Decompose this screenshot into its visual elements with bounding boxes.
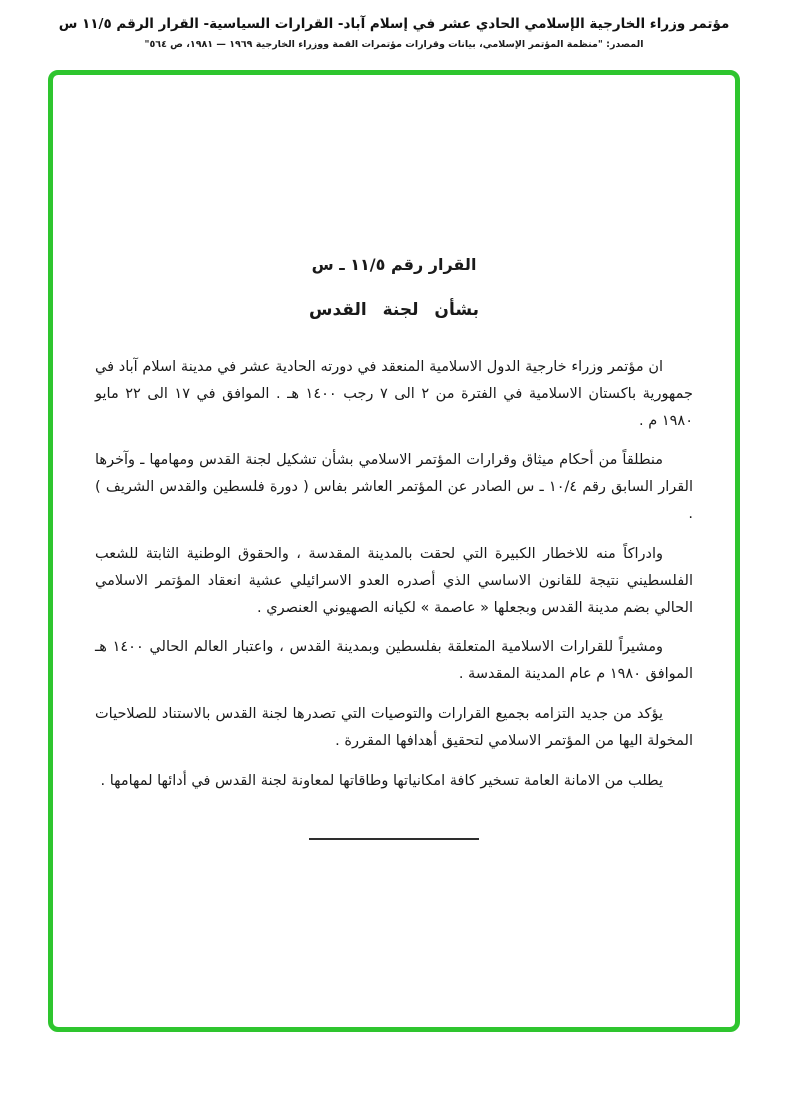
resolution-number-title: القرار رقم ١١/٥ ـ س <box>311 255 477 274</box>
document-header <box>0 0 788 50</box>
end-divider <box>309 838 479 840</box>
highlight-border-box <box>48 70 740 1032</box>
header-title: مؤتمر وزراء الخارجية الإسلامي الحادي عشر في إسلام آباد- القرارات السياسية- القرار الرقم ١١/٥ س <box>58 16 730 32</box>
header-source: المصدر: "منظمة المؤتمر الإسلامي، بيانات وقرارات مؤتمرات القمة ووزراء الخارجية ١٩٦٩ — ١٩٨١، ص ٥٦٤" <box>144 39 644 50</box>
paragraph-preamble: ان مؤتمر وزراء خارجية الدول الاسلامية المنعقد في دورته الحادية عشر في مدينة اسلام آباد في جمهورية باكستان الاسلامية في الفترة من ٢ الى ٧ رجب ١٤٠٠ هـ . الموافق في ١٧ الى ٢٢ مايو ١٩٨٠ م . <box>95 359 693 429</box>
paragraph-dangers: وادراكاً منه للاخطار الكبيرة التي لحقت بالمدينة المقدسة ، والحقوق الوطنية الثابتة للشعب الفلسطيني نتيجة للقانون الاساسي الذي أصدره العدو الاسرائيلي عشية انعقاد المؤتمر الاسلامي الحالي بضم مدينة القدس وبجعلها « عاصمة » لكيانه الصهيوني العنصري . <box>95 545 693 616</box>
paragraph-resolutions-reference: ومشيراً للقرارات الاسلامية المتعلقة بفلسطين وبمدينة القدس ، واعتبار العالم الحالي ١٤٠٠ هـ الموافق ١٩٨٠ م عام المدينة المقدسة . <box>95 639 693 683</box>
paragraph-charter-basis: منطلقاً من أحكام ميثاق وقرارات المؤتمر الاسلامي بشأن تشكيل لجنة القدس ومهامها ـ وآخرها القرار السابق رقم ١٠/٤ ـ س الصادر عن المؤتمر العاشر بفاس ( دورة فلسطين والقدس الشريف ) . <box>95 452 694 523</box>
resolution-subject-title: بشأن لجنة القدس <box>308 300 480 320</box>
document-page <box>53 75 735 840</box>
paragraph-secretariat-request: يطلب من الامانة العامة تسخير كافة امكانياتها وطاقاتها لمعاونة لجنة القدس في أدائها لمهامها . <box>100 772 663 789</box>
paragraph-affirmation: يؤكد من جديد التزامه بجميع القرارات والتوصيات التي تصدرها لجنة القدس بالاستناد للصلاحيات المخولة اليها من المؤتمر الاسلامي لتحقيق أهدافها المقررة . <box>95 705 693 749</box>
